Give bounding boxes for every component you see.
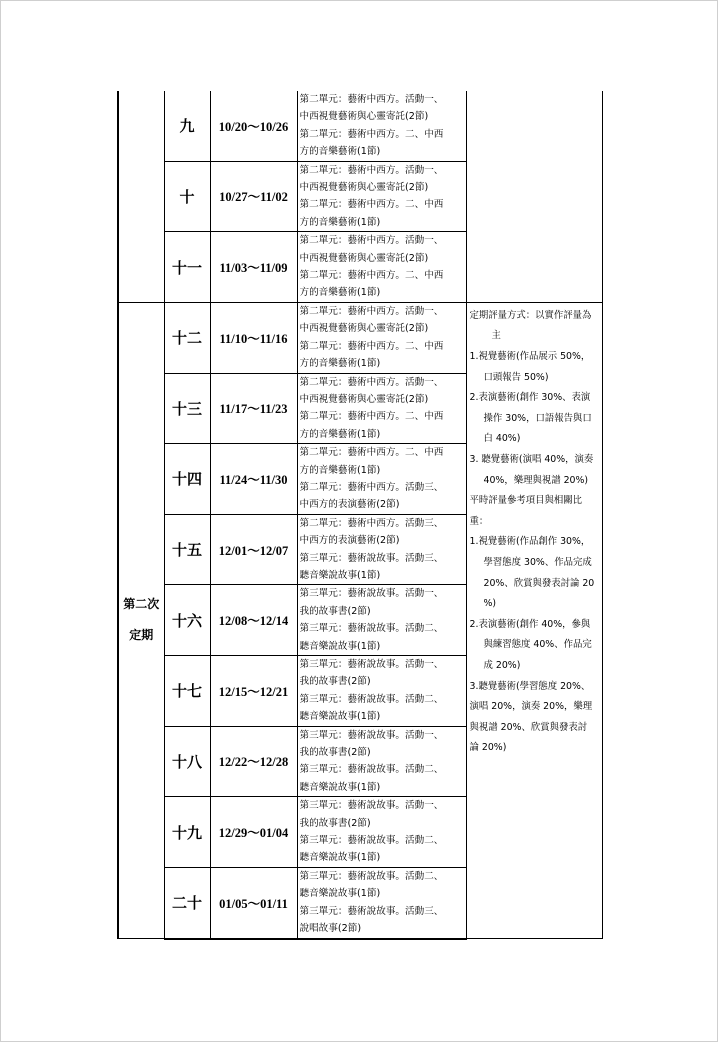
week-number: 十八 xyxy=(164,726,210,797)
week-content xyxy=(297,232,466,303)
content-line: 第三單元：藝術說故事。活動一、 xyxy=(299,588,444,600)
content-line: 方的音樂藝術(1節) xyxy=(299,428,381,440)
assessment-line: 20%、欣賞與發表討論 20 xyxy=(483,577,595,589)
content-line: 中西視覺藝術與心靈寄託(2節) xyxy=(299,111,429,123)
content-line: 我的故事書(2節) xyxy=(299,676,371,688)
content-line: 第三單元：藝術說故事。活動一、 xyxy=(299,729,444,741)
content-line: 中西方的表演藝術(2節) xyxy=(299,535,400,547)
assessment-line: 2.表演藝術(創作 40%，參與 xyxy=(469,618,591,630)
assessment-line: 3.聽覺藝術(學習態度 20%、 xyxy=(469,680,591,692)
week-date-range: 01/05～01/11 xyxy=(210,867,297,938)
assessment-line: 定期評量方式：以實作評量為 xyxy=(469,309,592,321)
content-line: 聽音樂說故事(1節) xyxy=(299,640,381,652)
content-line: 方的音樂藝術(1節) xyxy=(299,358,381,370)
week-row xyxy=(118,302,602,373)
content-line: 第三單元：藝術說故事。活動二、 xyxy=(299,835,444,847)
week-number: 十三 xyxy=(164,373,210,444)
week-row xyxy=(118,91,602,161)
content-line: 第二單元：藝術中西方。二、中西 xyxy=(299,128,444,140)
week-number: 二十 xyxy=(164,867,210,938)
content-line: 我的故事書(2節) xyxy=(299,605,371,617)
content-line: 第二單元：藝術中西方。活動一、 xyxy=(299,305,444,317)
week-content xyxy=(297,373,466,444)
content-line: 第二單元：藝術中西方。二、中西 xyxy=(299,340,444,352)
assessment-methods xyxy=(466,302,602,938)
period-label-line1: 第二次 xyxy=(123,597,160,612)
week-number: 十 xyxy=(164,161,210,232)
assessment-line: 與視譜 20%、欣賞與發表討 xyxy=(469,721,588,733)
content-line: 第二單元：藝術中西方。活動一、 xyxy=(299,164,444,176)
content-line: 第三單元：藝術說故事。活動二、 xyxy=(299,623,444,635)
assessment-line: 口頭報告 50%) xyxy=(483,371,549,383)
assessment-line: 與練習態度 40%、作品完 xyxy=(483,639,592,651)
week-number: 十七 xyxy=(164,656,210,727)
content-line: 第三單元：藝術說故事。活動一、 xyxy=(299,800,444,812)
period-label-line2: 定期 xyxy=(129,628,154,643)
assessment-line: 1.視覺藝術(作品創作 30%， xyxy=(469,536,591,548)
week-content xyxy=(297,161,466,232)
week-date-range: 12/15～12/21 xyxy=(210,656,297,727)
week-number: 十六 xyxy=(164,585,210,656)
content-line: 第二單元：藝術中西方。活動三、 xyxy=(299,481,444,493)
content-line: 方的音樂藝術(1節) xyxy=(299,287,381,299)
assessment-line: 白 40%) xyxy=(483,433,521,445)
week-date-range: 11/03～11/09 xyxy=(210,232,297,303)
week-content xyxy=(297,797,466,868)
content-line: 聽音樂說故事(1節) xyxy=(299,569,381,581)
week-number: 十一 xyxy=(164,232,210,303)
assessment-line: 3. 聽覺藝術(演唱 40%，演奏 xyxy=(469,454,594,466)
content-line: 第三單元：藝術說故事。活動二、 xyxy=(299,870,444,882)
week-date-range: 11/24～11/30 xyxy=(210,444,297,515)
content-line: 聽音樂說故事(1節) xyxy=(299,852,381,864)
content-line: 聽音樂說故事(1節) xyxy=(299,888,381,900)
content-line: 第二單元：藝術中西方。二、中西 xyxy=(299,447,444,459)
assessment-line: %) xyxy=(483,598,497,610)
assessment-line: 操作 30%，口語報告與口 xyxy=(483,412,592,424)
content-line: 第三單元：藝術說故事。活動二、 xyxy=(299,764,444,776)
week-date-range: 11/17～11/23 xyxy=(210,373,297,444)
content-line: 說唱故事(2節) xyxy=(299,923,362,935)
week-content xyxy=(297,867,466,938)
assessment-line: 40%，樂理與視譜 20%) xyxy=(483,474,589,486)
assessment-line: 主 xyxy=(491,330,501,342)
content-line: 中西視覺藝術與心靈寄託(2節) xyxy=(299,252,429,264)
content-line: 聽音樂說故事(1節) xyxy=(299,781,381,793)
content-line: 方的音樂藝術(1節) xyxy=(299,216,381,228)
period-cell-second-exam xyxy=(118,302,164,938)
content-line: 第二單元：藝術中西方。活動一、 xyxy=(299,235,444,247)
week-number: 十九 xyxy=(164,797,210,868)
assessment-line: 論 20%) xyxy=(469,742,507,754)
week-content xyxy=(297,91,466,161)
assessment-line: 重： xyxy=(469,515,489,527)
week-date-range: 11/10～11/16 xyxy=(210,302,297,373)
week-content xyxy=(297,726,466,797)
content-line: 中西視覺藝術與心靈寄託(2節) xyxy=(299,393,429,405)
week-content xyxy=(297,585,466,656)
week-number: 十二 xyxy=(164,302,210,373)
period-cell-first xyxy=(118,91,164,302)
week-date-range: 12/22～12/28 xyxy=(210,726,297,797)
assessment-line: 1.視覺藝術(作品展示 50%， xyxy=(469,351,591,363)
assessment-line: 學習態度 30%、作品完成 xyxy=(483,557,592,568)
content-line: 我的故事書(2節) xyxy=(299,817,371,829)
content-line: 第三單元：藝術說故事。活動三、 xyxy=(299,905,444,917)
content-line: 中西視覺藝術與心靈寄託(2節) xyxy=(299,323,429,335)
week-date-range: 12/08～12/14 xyxy=(210,585,297,656)
week-number: 十五 xyxy=(164,514,210,585)
week-date-range: 10/27～11/02 xyxy=(210,161,297,232)
week-content xyxy=(297,444,466,515)
content-line: 第二單元：藝術中西方。活動一、 xyxy=(299,376,444,388)
assessment-line: 2.表演藝術(創作 30%、表演 xyxy=(469,392,591,404)
content-line: 方的音樂藝術(1節) xyxy=(299,146,381,158)
week-content xyxy=(297,656,466,727)
week-number: 九 xyxy=(164,91,210,161)
content-line: 聽音樂說故事(1節) xyxy=(299,711,381,723)
week-date-range: 12/01～12/07 xyxy=(210,514,297,585)
content-line: 第二單元：藝術中西方。活動三、 xyxy=(299,517,444,529)
content-line: 中西方的表演藝術(2節) xyxy=(299,499,400,511)
teaching-schedule-table xyxy=(117,91,603,940)
content-line: 第二單元：藝術中西方。活動一、 xyxy=(299,94,444,105)
content-line: 中西視覺藝術與心靈寄託(2節) xyxy=(299,182,429,194)
content-line: 第三單元：藝術說故事。活動一、 xyxy=(299,659,444,670)
assessment-line: 演唱 20%，演奏 20%，樂理 xyxy=(469,701,593,713)
assessment-line: 平時評量參考項目與相關比 xyxy=(469,495,583,507)
content-line: 第二單元：藝術中西方。二、中西 xyxy=(299,270,444,282)
content-line: 方的音樂藝術(1節) xyxy=(299,464,381,476)
week-number: 十四 xyxy=(164,444,210,515)
assessment-line: 成 20%) xyxy=(483,659,521,671)
week-content xyxy=(297,302,466,373)
assessment-cell-empty xyxy=(466,91,602,302)
week-date-range: 12/29～01/04 xyxy=(210,797,297,868)
content-line: 第二單元：藝術中西方。二、中西 xyxy=(299,199,444,211)
content-line: 第三單元：藝術說故事。活動三、 xyxy=(299,552,444,564)
content-line: 第二單元：藝術中西方。二、中西 xyxy=(299,411,444,423)
week-date-range: 10/20～10/26 xyxy=(210,91,297,161)
content-line: 第三單元：藝術說故事。活動二、 xyxy=(299,693,444,705)
content-line: 我的故事書(2節) xyxy=(299,747,371,759)
week-content xyxy=(297,514,466,585)
